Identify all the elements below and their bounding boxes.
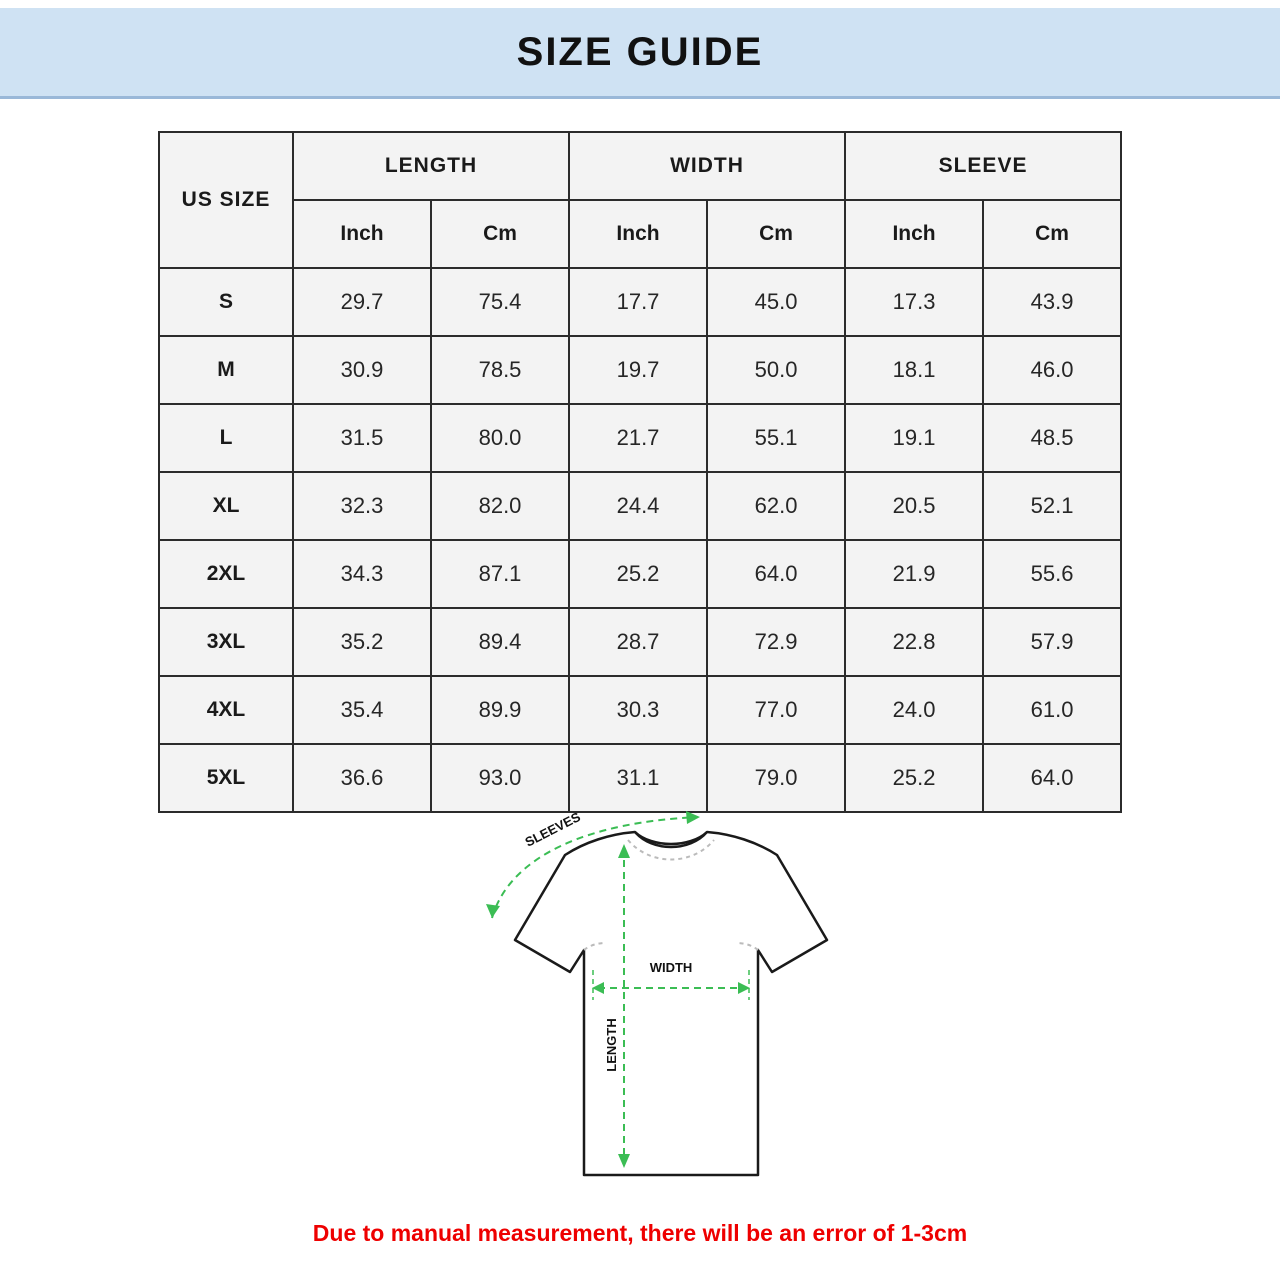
- cell-size: S: [159, 268, 293, 336]
- size-table: [158, 131, 1122, 813]
- table-group-header-row: [159, 132, 1121, 200]
- cell-length-cm: 80.0: [431, 404, 569, 472]
- measurement-disclaimer: Due to manual measurement, there will be an error of 1-3cm: [312, 1220, 968, 1246]
- cell-width-inch: 19.7: [569, 336, 707, 404]
- cell-size: 2XL: [159, 540, 293, 608]
- cell-length-inch: 31.5: [293, 404, 431, 472]
- cell-sleeve-cm: 61.0: [983, 676, 1121, 744]
- cell-width-inch: 30.3: [569, 676, 707, 744]
- header-width: WIDTH: [569, 132, 845, 200]
- cell-sleeve-inch: 25.2: [845, 744, 983, 812]
- page-title: SIZE GUIDE: [516, 29, 764, 74]
- sleeves-arrow-start-icon: [486, 904, 500, 918]
- tshirt-svg: [360, 800, 920, 1200]
- cell-sleeve-inch: 24.0: [845, 676, 983, 744]
- table-row: [159, 268, 1121, 336]
- unit-length-cm: Cm: [431, 200, 569, 268]
- cell-length-inch: 30.9: [293, 336, 431, 404]
- cell-width-cm: 62.0: [707, 472, 845, 540]
- size-table-container: [158, 131, 1122, 813]
- cell-size: M: [159, 336, 293, 404]
- cell-size: 5XL: [159, 744, 293, 812]
- cell-size: XL: [159, 472, 293, 540]
- cell-size: 4XL: [159, 676, 293, 744]
- table-row: [159, 404, 1121, 472]
- cell-width-cm: 79.0: [707, 744, 845, 812]
- cell-sleeve-cm: 57.9: [983, 608, 1121, 676]
- table-unit-row: [159, 200, 1121, 268]
- cell-width-cm: 55.1: [707, 404, 845, 472]
- unit-width-cm: Cm: [707, 200, 845, 268]
- table-row: [159, 540, 1121, 608]
- cell-width-inch: 17.7: [569, 268, 707, 336]
- tshirt-measurement-diagram: [0, 800, 1280, 1210]
- cell-sleeve-inch: 22.8: [845, 608, 983, 676]
- cell-width-inch: 24.4: [569, 472, 707, 540]
- unit-width-inch: Inch: [569, 200, 707, 268]
- shirt-outline-icon: [515, 832, 827, 1175]
- cell-length-cm: 87.1: [431, 540, 569, 608]
- unit-length-inch: Inch: [293, 200, 431, 268]
- length-label: LENGTH: [604, 1018, 619, 1072]
- cell-length-inch: 32.3: [293, 472, 431, 540]
- header-length: LENGTH: [293, 132, 569, 200]
- cell-length-inch: 29.7: [293, 268, 431, 336]
- header-sleeve: SLEEVE: [845, 132, 1121, 200]
- table-row: [159, 472, 1121, 540]
- cell-length-inch: 35.4: [293, 676, 431, 744]
- table-row: [159, 676, 1121, 744]
- cell-size: L: [159, 404, 293, 472]
- cell-length-inch: 36.6: [293, 744, 431, 812]
- cell-sleeve-cm: 48.5: [983, 404, 1121, 472]
- cell-sleeve-cm: 55.6: [983, 540, 1121, 608]
- table-row: [159, 608, 1121, 676]
- cell-width-inch: 28.7: [569, 608, 707, 676]
- cell-width-inch: 31.1: [569, 744, 707, 812]
- cell-length-cm: 89.9: [431, 676, 569, 744]
- header-banner: [0, 8, 1280, 99]
- cell-length-cm: 82.0: [431, 472, 569, 540]
- header-us-size: US SIZE: [159, 132, 293, 268]
- cell-width-cm: 72.9: [707, 608, 845, 676]
- unit-sleeve-inch: Inch: [845, 200, 983, 268]
- table-body: [159, 268, 1121, 812]
- cell-sleeve-inch: 18.1: [845, 336, 983, 404]
- width-label: WIDTH: [649, 960, 693, 975]
- table-row: [159, 336, 1121, 404]
- cell-width-cm: 64.0: [707, 540, 845, 608]
- cell-sleeve-cm: 52.1: [983, 472, 1121, 540]
- cell-width-inch: 21.7: [569, 404, 707, 472]
- table-head: [159, 132, 1121, 268]
- cell-length-inch: 35.2: [293, 608, 431, 676]
- cell-width-cm: 50.0: [707, 336, 845, 404]
- sleeves-arrow-end-icon: [686, 811, 700, 824]
- cell-sleeve-inch: 20.5: [845, 472, 983, 540]
- cell-sleeve-cm: 46.0: [983, 336, 1121, 404]
- cell-size: 3XL: [159, 608, 293, 676]
- cell-length-cm: 89.4: [431, 608, 569, 676]
- cell-length-cm: 75.4: [431, 268, 569, 336]
- unit-sleeve-cm: Cm: [983, 200, 1121, 268]
- cell-length-inch: 34.3: [293, 540, 431, 608]
- sleeves-label: SLEEVES: [522, 809, 583, 850]
- cell-sleeve-cm: 43.9: [983, 268, 1121, 336]
- cell-width-cm: 45.0: [707, 268, 845, 336]
- cell-sleeve-inch: 21.9: [845, 540, 983, 608]
- cell-length-cm: 78.5: [431, 336, 569, 404]
- cell-sleeve-inch: 17.3: [845, 268, 983, 336]
- cell-sleeve-inch: 19.1: [845, 404, 983, 472]
- cell-length-cm: 93.0: [431, 744, 569, 812]
- cell-width-inch: 25.2: [569, 540, 707, 608]
- cell-width-cm: 77.0: [707, 676, 845, 744]
- cell-sleeve-cm: 64.0: [983, 744, 1121, 812]
